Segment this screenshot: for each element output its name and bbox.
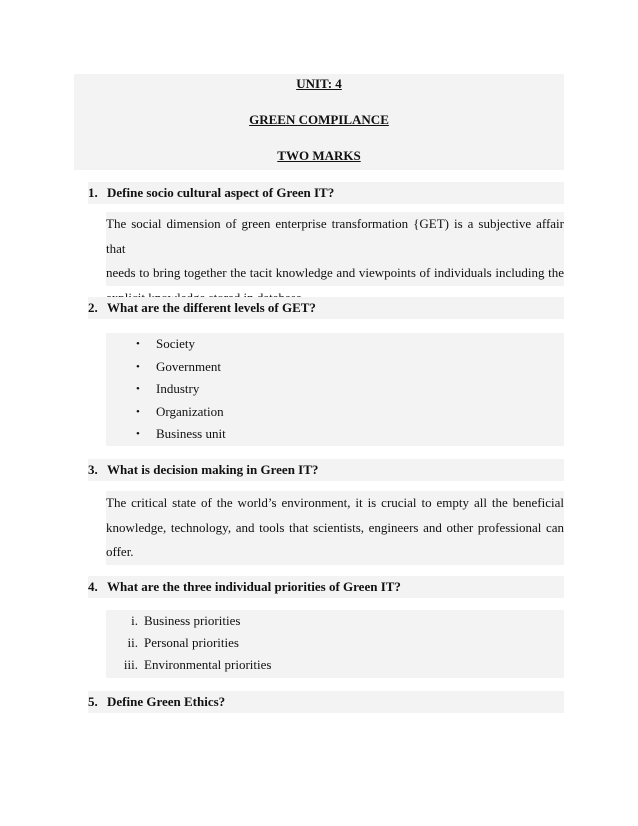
question-text: Define socio cultural aspect of Green IT?: [107, 185, 335, 200]
list-numeral: ii.: [127, 635, 138, 650]
answer-line: The critical state of the world’s environment, it is crucial to empty all the beneficial: [106, 495, 564, 510]
list-item: [106, 654, 564, 676]
answer-line: offer.: [106, 544, 134, 559]
list-item: [106, 378, 564, 401]
list-item: [106, 333, 564, 356]
list-item-label: Government: [156, 358, 221, 374]
list-numeral: iii.: [123, 657, 138, 672]
answer-line: knowledge, technology, and tools that scientists, engineers and other professional can: [106, 519, 564, 535]
list-item: [106, 423, 564, 446]
list-item-label: Business unit: [156, 426, 226, 441]
question-number: 3.: [88, 462, 98, 477]
question-3: [88, 459, 564, 481]
answer-line: needs to bring together the tacit knowledge and viewpoints of individuals including the: [106, 265, 564, 280]
question-4: [88, 576, 564, 598]
list-item: [106, 610, 564, 632]
list-item-label: Industry: [156, 381, 200, 396]
answer-3: [106, 491, 564, 565]
unit-title: UNIT: 4: [296, 76, 342, 91]
bullet-icon: •: [136, 383, 140, 395]
list-item: [106, 401, 564, 424]
question-number: 5.: [88, 694, 98, 709]
document-title: GREEN COMPILANCE: [249, 112, 389, 127]
question-text: What are the three individual priorities of Green IT?: [107, 579, 401, 594]
levels-list: [106, 333, 564, 446]
question-number: 1.: [88, 185, 98, 200]
list-item-label: Organization: [156, 403, 224, 419]
question-text: What is decision making in Green IT?: [107, 462, 319, 477]
list-item-label: Business priorities: [144, 613, 241, 628]
list-item-label: Personal priorities: [144, 635, 239, 650]
section-subtitle: TWO MARKS: [277, 148, 361, 163]
list-item: [106, 356, 564, 379]
question-text: Define Green Ethics?: [107, 694, 226, 709]
priorities-list: [106, 610, 564, 678]
question-1: [88, 182, 564, 204]
list-numeral: i.: [131, 613, 138, 628]
header-block: [74, 74, 564, 170]
bullet-icon: •: [136, 338, 140, 350]
answer-line: The social dimension of green enterprise transformation {GET) is a subjective affair that: [106, 216, 564, 256]
bullet-icon: •: [136, 428, 140, 440]
bullet-icon: •: [136, 405, 140, 418]
list-item-label: Environmental priorities: [144, 657, 272, 672]
question-5: [88, 691, 564, 713]
question-number: 2.: [88, 300, 98, 315]
question-2: [88, 297, 564, 319]
list-item-label: Society: [156, 336, 195, 351]
question-number: 4.: [88, 579, 98, 594]
question-text: What are the different levels of GET?: [107, 300, 316, 315]
bullet-icon: •: [136, 360, 140, 373]
list-item: [106, 632, 564, 654]
answer-1: [106, 212, 564, 286]
